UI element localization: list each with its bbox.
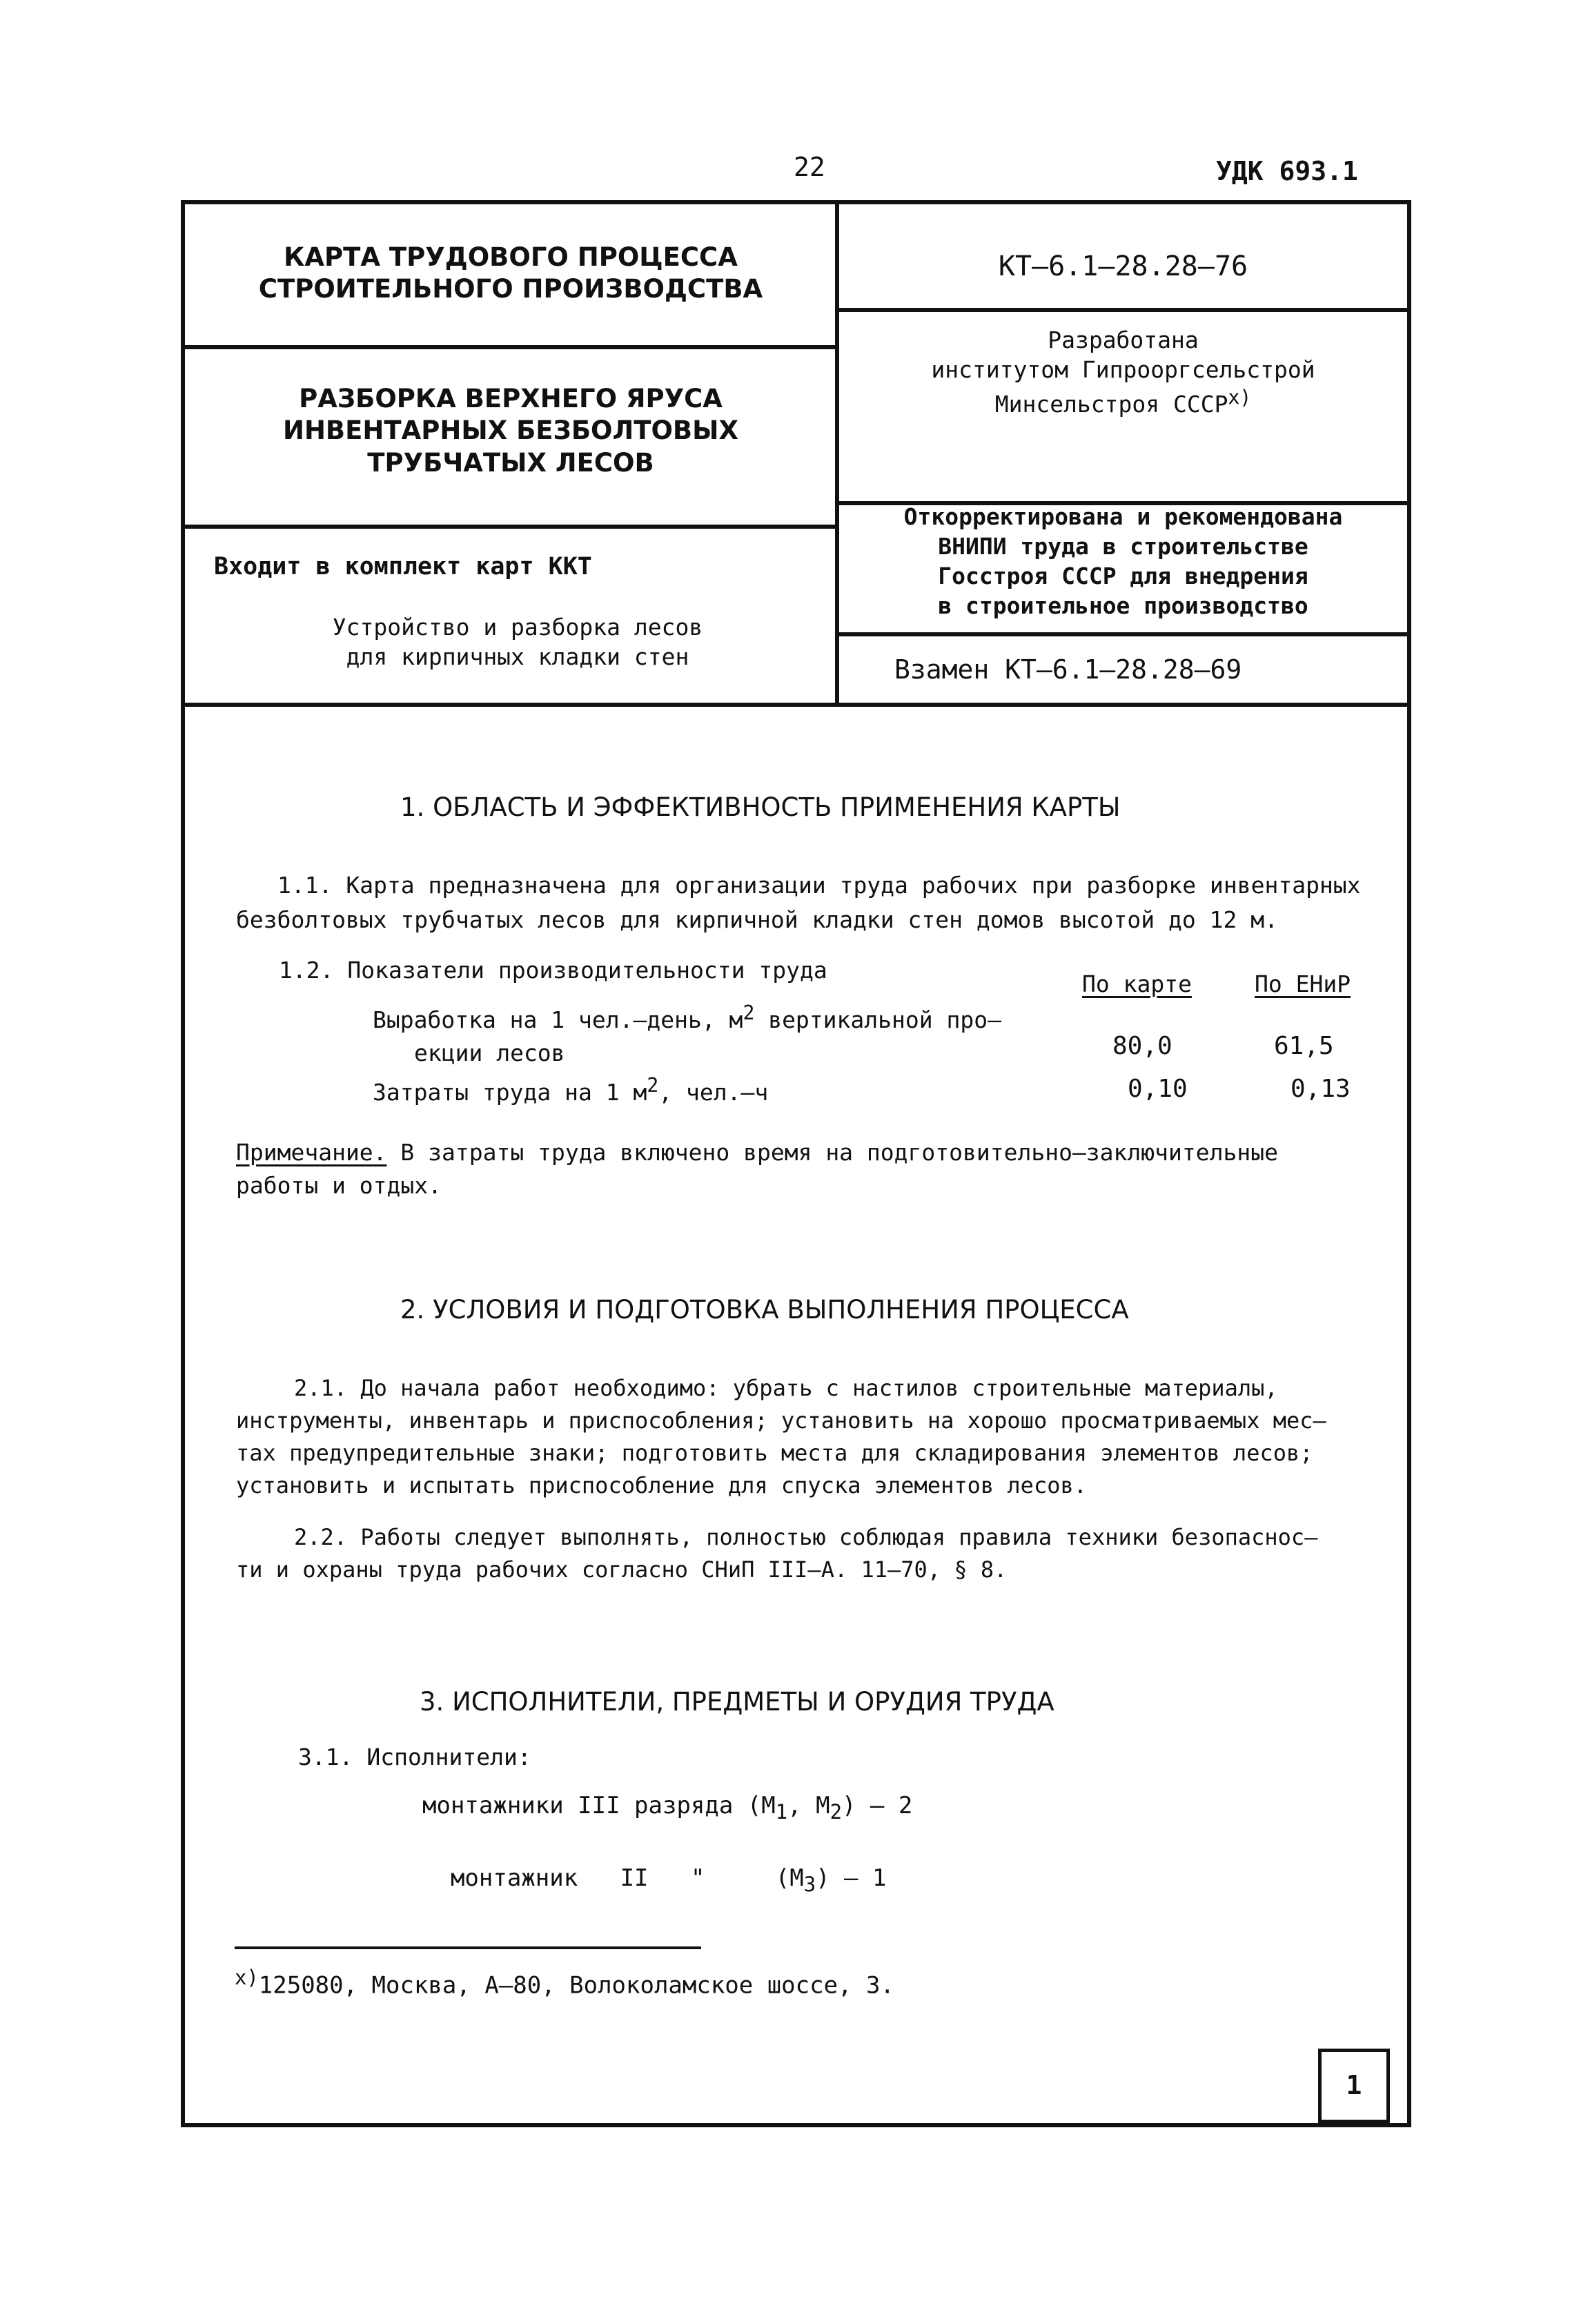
paragraph-line: тах предупредительные знаки; подготовить места для складирования элементов лесов;: [236, 1440, 1313, 1466]
footnote-text: 125080, Москва, А–80, Волоколамское шоссе, 3.: [258, 1971, 894, 2000]
sheet-number-box: [1318, 2049, 1390, 2123]
paragraph-line: 2.1. До начала работ необходимо: убрать с настилов строительные материалы,: [294, 1375, 1278, 1401]
card-title: [186, 242, 835, 306]
developed-line: Минсельстроя СССР: [994, 390, 1228, 418]
set-name-line: для кирпичных кладки стен: [346, 643, 689, 670]
labor-value-enir: 0,13: [1290, 1075, 1351, 1103]
developed-by: [839, 326, 1407, 420]
header-left-line-1: [181, 345, 836, 349]
sheet-number: 1: [1346, 2070, 1362, 2101]
set-name: [235, 613, 801, 672]
worker-text: монтажники III разряда (М: [422, 1792, 776, 1819]
revised-line: в строительное производство: [938, 592, 1308, 619]
frame-top: [181, 200, 1411, 204]
frame-left: [181, 200, 185, 2127]
header-left-line-2: [181, 525, 836, 529]
paragraph-line: 1.1. Карта предназначена для организации труда рабочих при разборке инвентарных: [277, 872, 1361, 899]
card-subject-line: ТРУБЧАТЫХ ЛЕСОВ: [367, 447, 654, 478]
header-bottom-line: [181, 703, 1411, 707]
note: [236, 1136, 1278, 1202]
paragraph-line: ти и охраны труда рабочих согласно СНиП III–А. 11–70, § 8.: [236, 1556, 1008, 1583]
footnote-mark: х): [235, 1966, 259, 1989]
unit-exponent: 2: [647, 1074, 659, 1097]
section-2-heading: 2. УСЛОВИЯ И ПОДГОТОВКА ВЫПОЛНЕНИЯ ПРОЦЕССА: [400, 1295, 1129, 1325]
paragraph-line: инструменты, инвентарь и приспособления; установить на хорошо просматриваемых мес–: [236, 1407, 1326, 1434]
footnote-mark: х): [1228, 385, 1252, 409]
indicator-text: , чел.–ч: [658, 1079, 769, 1106]
revised-line: Госстроя СССР для внедрения: [938, 562, 1308, 589]
indicator-output-label: [373, 997, 1001, 1070]
output-value-card: 80,0: [1112, 1032, 1172, 1060]
worker-index: 2: [830, 1799, 842, 1824]
card-subject-line: ИНВЕНТАРНЫХ БЕЗБОЛТОВЫХ: [283, 416, 738, 446]
labor-value-card: 0,10: [1128, 1075, 1188, 1103]
footnote-rule: [235, 1946, 701, 1949]
worker-text: , М: [787, 1792, 830, 1819]
section-3-heading: 3. ИСПОЛНИТЕЛИ, ПРЕДМЕТЫ И ОРУДИЯ ТРУДА: [420, 1687, 1054, 1717]
section-1-heading: 1. ОБЛАСТЬ И ЭФФЕКТИВНОСТЬ ПРИМЕНЕНИЯ КАРТЫ: [400, 792, 1121, 822]
footnote: [235, 1966, 894, 2000]
worker-index: 3: [803, 1872, 816, 1896]
set-name-line: Устройство и разборка лесов: [332, 614, 703, 641]
page-number: 22: [794, 152, 825, 182]
worker-text: ) – 2: [841, 1792, 913, 1819]
set-membership: Входит в комплект карт ККТ: [214, 553, 592, 580]
header-right-line-3: [835, 632, 1410, 636]
indicator-text: Затраты труда на 1 м: [373, 1079, 647, 1106]
worker-text: ) – 1: [816, 1864, 887, 1892]
revised-by: [839, 502, 1407, 621]
revised-line: Откорректирована и рекомендована: [903, 503, 1343, 530]
frame-right: [1407, 200, 1411, 2127]
output-value-enir: 61,5: [1274, 1032, 1334, 1060]
note-text: работы и отдых.: [236, 1172, 442, 1199]
card-title-line: СТРОИТЕЛЬНОГО ПРОИЗВОДСТВА: [258, 274, 763, 304]
note-text: В затраты труда включено время на подготовительно–заключительные: [386, 1139, 1278, 1166]
worker-index: 1: [775, 1799, 788, 1824]
indicator-text: Выработка на 1 чел.–день, м: [373, 1006, 743, 1033]
worker-row-2: [422, 1836, 886, 1896]
developed-line: Разработана: [1048, 326, 1199, 353]
paragraph-line: безболтовых трубчатых лесов для кирпичной кладки стен домов высотой до 12 м.: [236, 906, 1278, 933]
note-label: Примечание.: [236, 1139, 387, 1166]
udk-code: УДК 693.1: [1216, 156, 1358, 186]
developed-line: институтом Гипрооргсельстрой: [931, 355, 1315, 383]
card-subject-line: РАЗБОРКА ВЕРХНЕГО ЯРУСА: [299, 384, 723, 413]
paragraph-2-1: [236, 1372, 1326, 1502]
worker-row-1: [422, 1792, 912, 1824]
paragraph-1-2-title: 1.2. Показатели производительности труда: [279, 957, 827, 984]
card-subject: [186, 383, 835, 479]
paragraph-line: 2.2. Работы следует выполнять, полностью соблюдая правила техники безопаснос–: [294, 1524, 1318, 1550]
paragraph-1-1: [236, 868, 1361, 937]
header-right-line-1: [835, 308, 1410, 312]
indicator-labor-label: [373, 1074, 768, 1106]
indicator-text: вертикальной про–: [754, 1006, 1001, 1033]
worker-text: монтажник II " (М: [450, 1864, 804, 1892]
card-title-line: КАРТА ТРУДОВОГО ПРОЦЕССА: [284, 242, 738, 272]
paragraph-3-1: 3.1. Исполнители:: [298, 1744, 531, 1770]
paragraph-2-2: [236, 1521, 1317, 1586]
column-header-enir: По ЕНиР: [1255, 970, 1351, 997]
indicator-text: екции лесов: [414, 1039, 565, 1066]
card-code: КТ–6.1–28.28–76: [998, 251, 1248, 282]
paragraph-line: установить и испытать приспособление для спуска элементов лесов.: [236, 1472, 1087, 1498]
revised-line: ВНИПИ труда в строительстве: [938, 532, 1308, 560]
frame-bottom: [181, 2123, 1411, 2127]
column-header-card: По карте: [1082, 970, 1192, 997]
replaces-card: Взамен КТ–6.1–28.28–69: [894, 654, 1242, 685]
unit-exponent: 2: [743, 1002, 755, 1024]
